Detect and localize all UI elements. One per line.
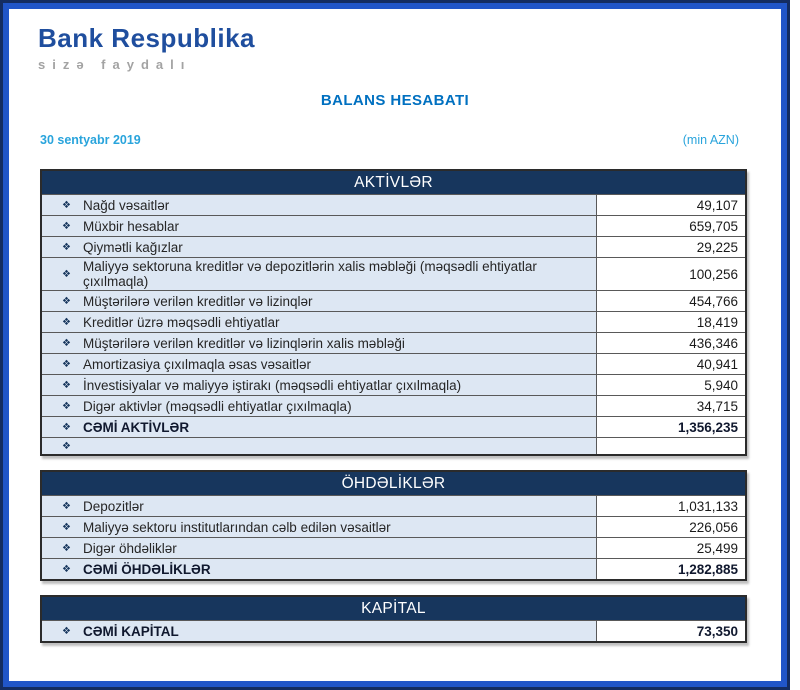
table-row: [42, 537, 745, 558]
row-label: Amortizasiya çıxılmaqla əsas vəsaitlər: [82, 356, 312, 372]
row-value: [597, 438, 745, 454]
row-value: 100,256: [597, 258, 745, 290]
table-row-total-aktivler: [42, 416, 745, 437]
diamond-bullet-icon: ❖: [62, 421, 71, 433]
row-label: Müştərilərə verilən kreditlər və lizinqlərin xalis məbləği: [82, 335, 405, 351]
table-row: [42, 395, 745, 416]
diamond-bullet-icon: ❖: [62, 440, 71, 452]
diamond-bullet-icon: ❖: [62, 220, 71, 232]
table-row-total-kapital: [42, 620, 745, 641]
diamond-bullet-icon: ❖: [62, 358, 71, 370]
row-value: 49,107: [597, 195, 745, 215]
table-row: [42, 332, 745, 353]
table-row: [42, 215, 745, 236]
row-value: 29,225: [597, 237, 745, 257]
row-value: 226,056: [597, 517, 745, 537]
table-row: [42, 311, 745, 332]
row-value: 1,356,235: [597, 417, 745, 437]
row-value: 40,941: [597, 354, 745, 374]
bank-logo: [38, 23, 781, 72]
table-row: [42, 374, 745, 395]
table-row: [42, 353, 745, 374]
page-frame-inner: [3, 3, 787, 687]
row-value: 454,766: [597, 291, 745, 311]
page-title: BALANS HESABATI: [320, 92, 470, 109]
bank-logo-tagline: sizə faydalı: [38, 57, 192, 72]
row-label: CƏMİ KAPİTAL: [82, 623, 179, 639]
table-row: [42, 290, 745, 311]
row-value: 18,419: [597, 312, 745, 332]
row-label: Nağd vəsaitlər: [82, 197, 170, 213]
row-label: Kreditlər üzrə məqsədli ehtiyatlar: [82, 314, 280, 330]
row-label: Digər aktivlər (məqsədli ehtiyatlar çıxılmaqla): [82, 398, 352, 414]
row-value: 5,940: [597, 375, 745, 395]
diamond-bullet-icon: ❖: [62, 268, 71, 280]
table-row-empty: [42, 437, 745, 454]
table-row: [42, 194, 745, 215]
row-value: 659,705: [597, 216, 745, 236]
row-label: Depozitlər: [82, 498, 144, 514]
table-row-total-ohdelikler: [42, 558, 745, 579]
bank-logo-name: Bank Respublika: [38, 23, 256, 53]
row-value: 436,346: [597, 333, 745, 353]
diamond-bullet-icon: ❖: [62, 542, 71, 554]
table-aktivler: [40, 169, 747, 456]
diamond-bullet-icon: ❖: [62, 337, 71, 349]
diamond-bullet-icon: ❖: [62, 400, 71, 412]
diamond-bullet-icon: ❖: [62, 241, 71, 253]
table-row: [42, 516, 745, 537]
row-label: Müxbir hesablar: [82, 218, 180, 234]
diamond-bullet-icon: ❖: [62, 295, 71, 307]
table-row: [42, 257, 745, 290]
diamond-bullet-icon: ❖: [62, 563, 71, 575]
row-label: Maliyyə sektoru institutlarından cəlb edilən vəsaitlər: [82, 519, 391, 535]
diamond-bullet-icon: ❖: [62, 625, 71, 637]
row-label: CƏMİ AKTİVLƏR: [82, 419, 190, 435]
row-label: CƏMİ ÖHDƏLİKLƏR: [82, 561, 211, 577]
row-value: 73,350: [597, 621, 745, 641]
row-value: 25,499: [597, 538, 745, 558]
row-label: İnvestisiyalar və maliyyə iştirakı (məqsədli ehtiyatlar çıxılmaqla): [82, 377, 462, 393]
table-ohdelikler-header: ÖHDƏLİKLƏR: [42, 472, 745, 495]
meta-row: [40, 133, 739, 147]
table-aktivler-header: AKTİVLƏR: [42, 171, 745, 194]
table-ohdelikler: [40, 470, 747, 581]
row-value: 1,031,133: [597, 496, 745, 516]
row-value: 1,282,885: [597, 559, 745, 579]
row-label: Maliyyə sektoruna kreditlər və depozitlərin xalis məbləği (məqsədli ehtiyatlar çıxılmaqla): [82, 259, 537, 289]
table-kapital: [40, 595, 747, 643]
table-row: [42, 495, 745, 516]
report-page: [9, 9, 781, 681]
table-row: [42, 236, 745, 257]
row-label: Müştərilərə verilən kreditlər və lizinqlər: [82, 293, 313, 309]
row-label: Digər öhdəliklər: [82, 540, 177, 556]
diamond-bullet-icon: ❖: [62, 500, 71, 512]
row-label: Qiymətli kağızlar: [82, 239, 183, 255]
diamond-bullet-icon: ❖: [62, 316, 71, 328]
diamond-bullet-icon: ❖: [62, 199, 71, 211]
row-value: 34,715: [597, 396, 745, 416]
diamond-bullet-icon: ❖: [62, 521, 71, 533]
report-date: 30 sentyabr 2019: [40, 133, 141, 147]
table-kapital-header: KAPİTAL: [42, 597, 745, 620]
diamond-bullet-icon: ❖: [62, 379, 71, 391]
unit-label: (min AZN): [682, 133, 739, 147]
